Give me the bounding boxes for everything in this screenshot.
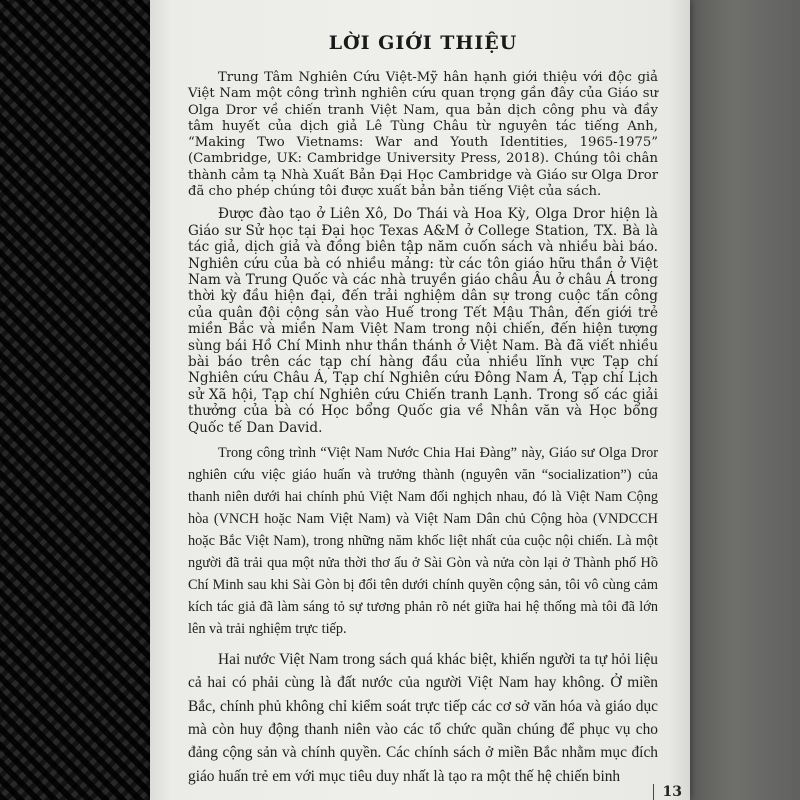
page-number: 13 <box>662 784 682 800</box>
page-content <box>188 32 658 794</box>
background-fabric <box>0 0 150 800</box>
page-title: LỜI GIỚI THIỆU <box>328 32 518 54</box>
paragraph-4: Hai nước Việt Nam trong sách quá khác biệt, khiến người ta tự hỏi liệu cả hai có phải cùng là đất nước của người Việt Nam hay không. Ở miền Bắc, chính phủ không chỉ kiểm soát trực tiếp các cơ sở văn hóa và giáo dục mà còn huy động thanh niên vào các tổ chức quần chúng để phục vụ cho đảng cộng sản và chính quyền. Các chính sách ở miền Bắc nhằm mục đích giáo huấn trẻ em với mục tiêu duy nhất là tạo ra một thế hệ chiến binh <box>188 651 658 785</box>
footer-rule <box>653 784 654 800</box>
book-page <box>150 0 690 800</box>
paragraph-2: Được đào tạo ở Liên Xô, Do Thái và Hoa Kỳ, Olga Dror hiện là Giáo sư Sử học tại Đại học Texas A&M ở College Station, TX. Bà là tác giả, dịch giả và đồng biên tập năm cuốn sách và nhiều bài báo. Nghiên cứu của bà có nhiều mảng: từ các tôn giáo hữu thần ở Việt Nam và Trung Quốc và các nhà truyền giáo châu Âu ở châu Á trong thời kỳ đầu hiện đại, đến trải nghiệm dân sự trong cuộc tấn công của quân đội cộng sản vào Huế trong Tết Mậu Thân, đến giới trẻ miền Bắc và miền Nam Việt Nam trong nội chiến, đến hiện tượng sùng bái Hồ Chí Minh như thần thánh ở Việt Nam. Bà đã viết nhiều bài báo trên các tạp chí hàng đầu của nhiều lĩnh vực Tạp chí Nghiên cứu Châu Á, Tạp chí Nghiên cứu Đông Nam Á, Tạp chí Lịch sử Xã hội, Tạp chí Nghiên cứu Chiến tranh Lạnh. Trong số các giải thưởng của bà có Học bổng Quốc gia về Nhân văn và Học bổng Quốc tế Dan David. <box>188 206 658 436</box>
paragraph-3: Trong công trình “Việt Nam Nước Chia Hai Đàng” này, Giáo sư Olga Dror nghiên cứu việc giáo huấn và trưởng thành (nguyên văn “socialization”) của thanh niên dưới hai chính phủ Việt Nam đối nghịch nhau, đó là Việt Nam Cộng hòa (VNCH hoặc Nam Việt Nam) và Việt Nam Dân chủ Cộng hòa (VNDCCH hoặc Bắc Việt Nam), trong những năm khốc liệt nhất của cuộc nội chiến. Là một người đã trải qua một nửa thời thơ ấu ở Sài Gòn và nửa còn lại ở Thành phố Hồ Chí Minh sau khi Sài Gòn bị đổi tên dưới chính quyền cộng sản, tôi vô cùng cảm kích tác giả đã làm sáng tỏ sự tương phản rõ nét giữa hai hệ thống mà tôi đã lớn lên và trải nghiệm trực tiếp. <box>188 445 658 638</box>
background-table <box>690 0 800 800</box>
paragraph-1: Trung Tâm Nghiên Cứu Việt-Mỹ hân hạnh giới thiệu với độc giả Việt Nam một công trình nghiên cứu quan trọng gần đây của Giáo sư Olga Dror về chiến tranh Việt Nam, qua bản dịch công phu và đầy tâm huyết của dịch giả Lê Tùng Châu từ nguyên tác tiếng Anh, “Making Two Vietnams: War and Youth Identities, 1965-1975” (Cambridge, UK: Cambridge University Press, 2018). Chúng tôi chân thành cảm tạ Nhà Xuất Bản Đại Học Cambridge và Giáo sư Olga Dror đã cho phép chúng tôi được xuất bản bản tiếng Việt của sách. <box>188 70 658 200</box>
